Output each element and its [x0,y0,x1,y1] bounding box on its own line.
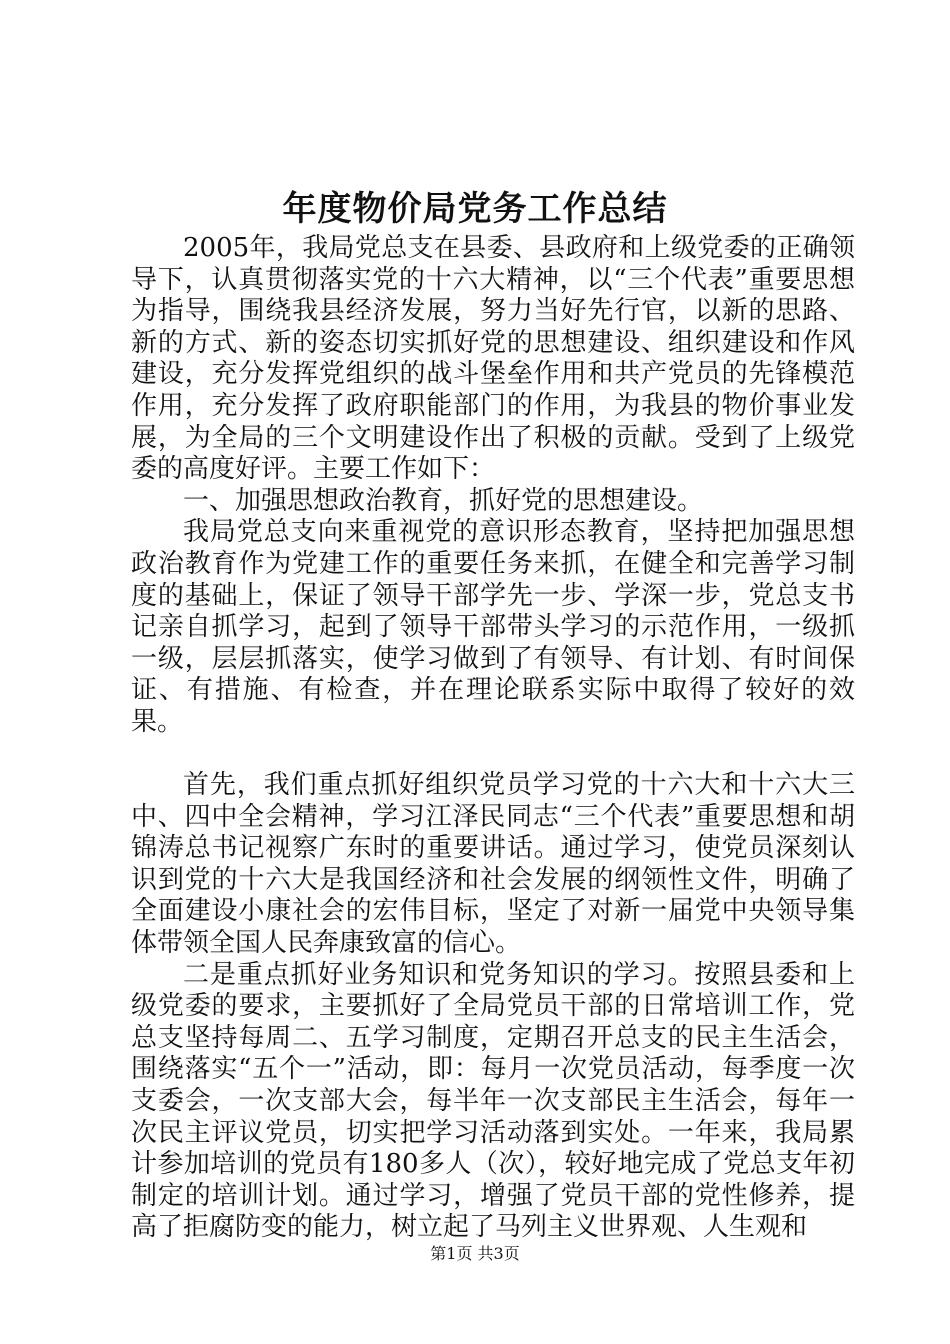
document-title: 年度物价局党务工作总结 [282,189,668,229]
paragraph-intro: 2005年，我局党总支在县委、县政府和上级党委的正确领导下，认真贯彻落实党的十六大精神，以“三个代表”重要思想为指导，围绕我县经济发展，努力当好先行官，以新的思路、新的方式、新的姿态切实抓好党的思想建设、组织建设和作风建设，充分发挥党组织的战斗堡垒作用和共产党员的先锋模范作用，充分发挥了政府职能部门的作用，为我县的物价事业发展，为全局的三个文明建设作出了积极的贡献。受到了上级党委的高度好评。主要工作如下： [131,233,855,485]
page-footer: 第1页 共3页 [430,1244,520,1263]
paragraph-second-point: 二是重点抓好业务知识和党务知识的学习。按照县委和上级党委的要求，主要抓好了全局党员干部的日常培训工作，党总支坚持每周二、五学习制度，定期召开总支的民主生活会，围绕落实“五个一”活动，即：每月一次党员活动，每季度一次支委会，一次支部大会，每半年一次支部民主生活会，每年一次民主评议党员，切实把学习活动落到实处。一年来，我局累计参加培训的党员有180多人（次），较好地完成了党总支年初制定的培训计划。通过学习，增强了党员干部的党性修养，提高了拒腐防变的能力，树立起了马列主义世界观、人生观和 [131,959,855,1243]
paragraph-section-heading: 一、加强思想政治教育，抓好党的思想建设。 [183,485,704,516]
document-body [131,233,855,1244]
paragraph-first-point: 首先，我们重点抓好组织党员学习党的十六大和十六大三中、四中全会精神，学习江泽民同志“三个代表”重要思想和胡锦涛总书记视察广东时的重要讲话。通过学习，使党员深刻认识到党的十六大是我国经济和社会发展的纲领性文件，明确了全面建设小康社会的宏伟目标，坚定了对新一届党中央领导集体带领全国人民奔康致富的信心。 [131,770,855,959]
paragraph-study-system: 我局党总支向来重视党的意识形态教育，坚持把加强思想政治教育作为党建工作的重要任务来抓，在健全和完善学习制度的基础上，保证了领导干部学先一步、学深一步，党总支书记亲自抓学习，起到了领导干部带头学习的示范作用，一级抓一级，层层抓落实，使学习做到了有领导、有计划、有时间保证、有措施、有检查，并在理论联系实际中取得了较好的效果。 [131,517,855,737]
